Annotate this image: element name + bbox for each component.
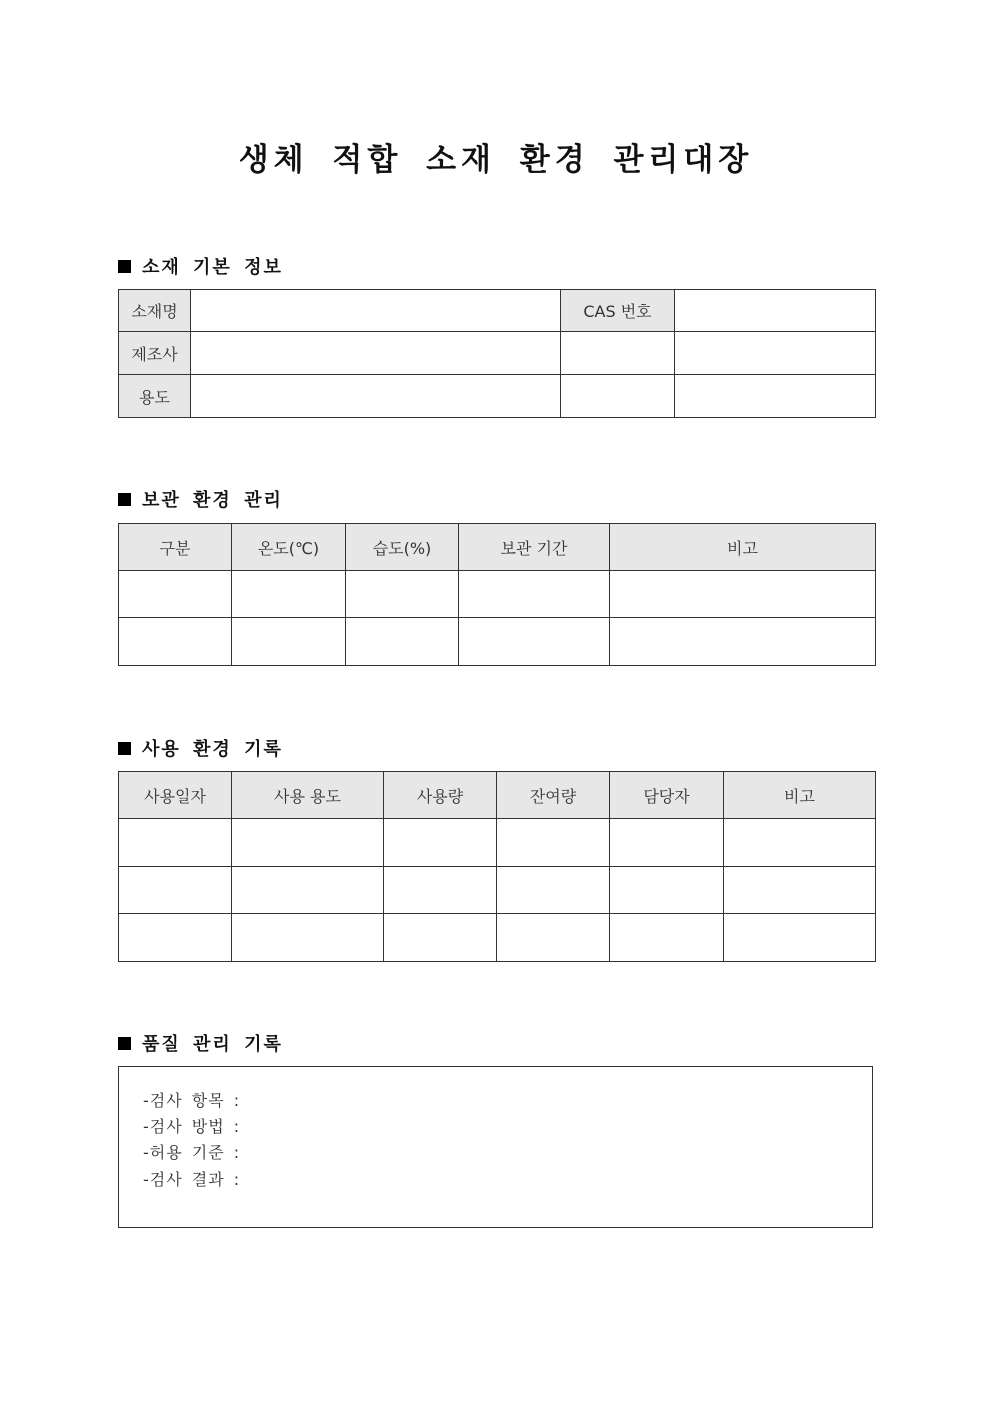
document-title: 생체 적합 소재 환경 관리대장: [238, 142, 754, 178]
table-cell[interactable]: [561, 375, 675, 418]
table-header-row: [119, 772, 876, 819]
column-header: 담당자: [610, 772, 724, 819]
field-usage[interactable]: [191, 375, 561, 418]
table-cell[interactable]: [724, 867, 876, 914]
square-bullet-icon: [118, 1037, 131, 1050]
square-bullet-icon: [118, 493, 131, 506]
table-cell[interactable]: [497, 914, 610, 962]
table-row: [119, 867, 876, 914]
table-cell[interactable]: [459, 618, 610, 666]
usage-log-table: [118, 771, 876, 962]
table-cell[interactable]: [724, 914, 876, 962]
label-cas-number: CAS 번호: [561, 290, 675, 332]
table-cell[interactable]: [497, 867, 610, 914]
table-row: [119, 375, 876, 418]
quality-record-box[interactable]: [118, 1066, 873, 1228]
column-header: 잔여량: [497, 772, 610, 819]
section-heading-quality-text: 품질 관리 기록: [142, 1034, 283, 1055]
column-header: 사용일자: [119, 772, 232, 819]
column-header: 보관 기간: [459, 524, 610, 571]
table-cell[interactable]: [384, 819, 497, 867]
table-cell[interactable]: [724, 819, 876, 867]
column-header: 구분: [119, 524, 232, 571]
field-material-name[interactable]: [191, 290, 561, 332]
table-cell[interactable]: [610, 618, 876, 666]
column-header: 사용 용도: [232, 772, 384, 819]
table-cell[interactable]: [232, 867, 384, 914]
label-material-name: 소재명: [119, 290, 191, 332]
table-cell[interactable]: [384, 914, 497, 962]
label-manufacturer: 제조사: [119, 332, 191, 375]
table-cell[interactable]: [610, 819, 724, 867]
quality-line-inspection-method: -검사 방법 :: [143, 1117, 241, 1136]
table-cell[interactable]: [675, 332, 876, 375]
table-cell[interactable]: [119, 571, 232, 618]
table-cell[interactable]: [610, 914, 724, 962]
table-cell[interactable]: [497, 819, 610, 867]
field-cas-number[interactable]: [675, 290, 876, 332]
table-cell[interactable]: [232, 819, 384, 867]
square-bullet-icon: [118, 742, 131, 755]
table-cell[interactable]: [610, 867, 724, 914]
table-cell[interactable]: [459, 571, 610, 618]
table-cell[interactable]: [610, 571, 876, 618]
section-heading-usage-log: [118, 735, 283, 761]
table-cell[interactable]: [119, 618, 232, 666]
column-header: 비고: [724, 772, 876, 819]
column-header: 사용량: [384, 772, 497, 819]
section-heading-storage: [118, 486, 283, 512]
table-row: [119, 290, 876, 332]
field-manufacturer[interactable]: [191, 332, 561, 375]
section-heading-basic-info-text: 소재 기본 정보: [142, 257, 283, 278]
quality-line-inspection-result: -검사 결과 :: [143, 1170, 241, 1189]
table-cell[interactable]: [346, 571, 459, 618]
basic-info-table: [118, 289, 876, 418]
storage-table: [118, 523, 876, 666]
table-cell[interactable]: [675, 375, 876, 418]
table-row: [119, 914, 876, 962]
table-cell[interactable]: [384, 867, 497, 914]
table-cell[interactable]: [119, 819, 232, 867]
label-usage: 용도: [119, 375, 191, 418]
column-header: 온도(℃): [232, 524, 346, 571]
table-cell[interactable]: [119, 914, 232, 962]
square-bullet-icon: [118, 260, 131, 273]
table-row: [119, 571, 876, 618]
table-header-row: [119, 524, 876, 571]
section-heading-basic-info: [118, 253, 283, 279]
section-heading-usage-log-text: 사용 환경 기록: [142, 739, 283, 760]
section-heading-quality: [118, 1030, 283, 1056]
table-row: [119, 819, 876, 867]
column-header: 습도(%): [346, 524, 459, 571]
table-cell[interactable]: [232, 914, 384, 962]
quality-line-inspection-item: -검사 항목 :: [143, 1091, 241, 1110]
table-cell[interactable]: [232, 618, 346, 666]
column-header: 비고: [610, 524, 876, 571]
table-cell[interactable]: [119, 867, 232, 914]
table-row: [119, 618, 876, 666]
table-cell[interactable]: [232, 571, 346, 618]
table-cell[interactable]: [561, 332, 675, 375]
quality-line-acceptance-criteria: -허용 기준 :: [143, 1143, 241, 1162]
table-cell[interactable]: [346, 618, 459, 666]
section-heading-storage-text: 보관 환경 관리: [142, 490, 283, 511]
table-row: [119, 332, 876, 375]
